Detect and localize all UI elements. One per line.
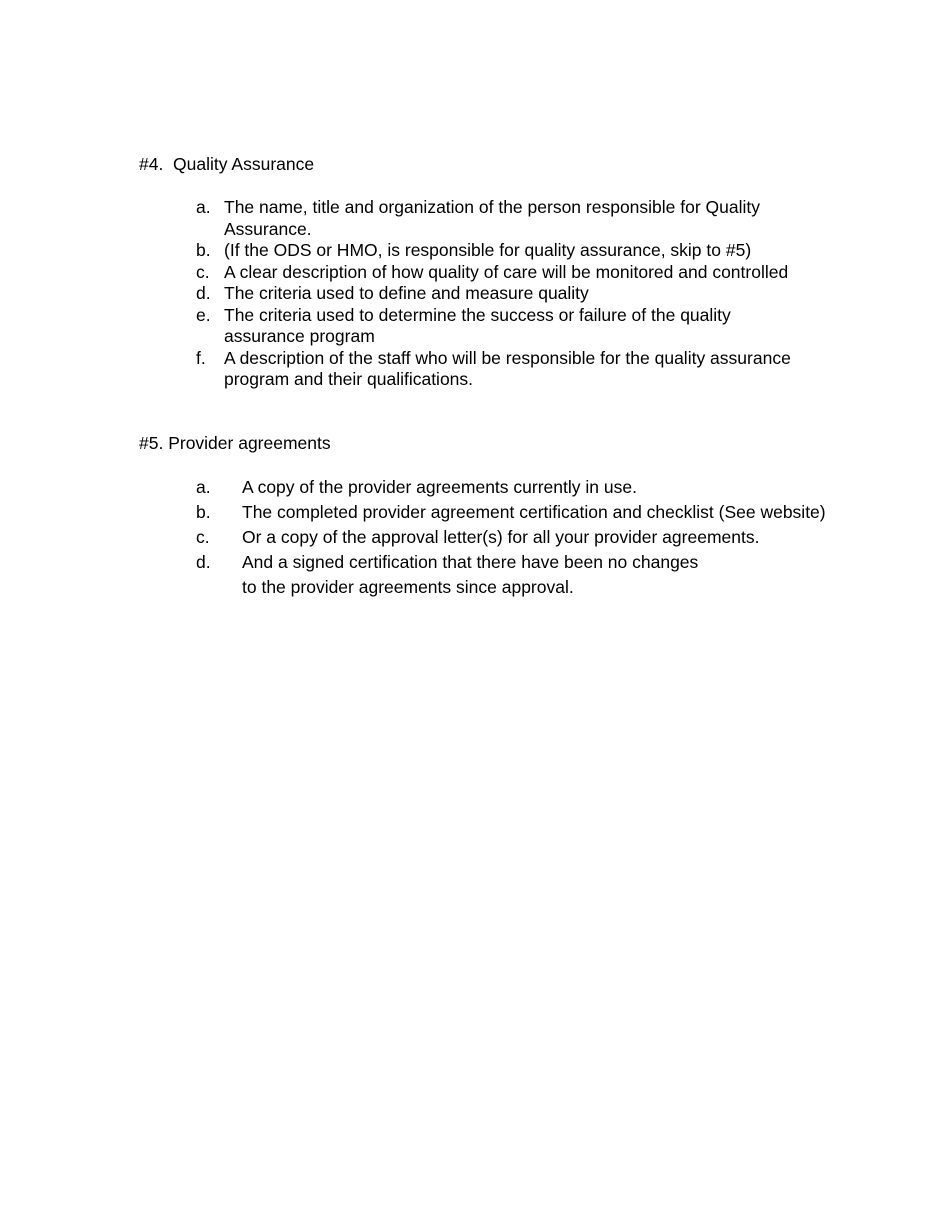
list-item bbox=[0, 305, 804, 348]
list-marker: d. bbox=[196, 552, 211, 572]
list-item-text-line-2: to the provider agreements since approval. bbox=[242, 577, 574, 597]
list-marker: d. bbox=[196, 283, 211, 303]
list-item-text: A description of the staff who will be responsible for the quality assurance program and their qualifications. bbox=[224, 347, 791, 389]
list-item-text: (If the ODS or HMO, is responsible for quality assurance, skip to #5) bbox=[224, 240, 752, 260]
list-marker: b. bbox=[196, 240, 211, 260]
list-item bbox=[0, 283, 804, 305]
provider-agreements-list bbox=[0, 475, 950, 600]
quality-assurance-list bbox=[0, 197, 950, 391]
section-heading-provider-agreements: #5. Provider agreements bbox=[139, 433, 331, 453]
list-marker: f. bbox=[196, 347, 206, 368]
list-item bbox=[0, 240, 804, 262]
list-item bbox=[0, 525, 882, 550]
list-item bbox=[0, 500, 882, 525]
list-item-text-line-1: And a signed certification that there have been no changes bbox=[242, 552, 699, 572]
list-item bbox=[0, 348, 804, 391]
list-item bbox=[0, 197, 804, 240]
list-item-text: The completed provider agreement certification and checklist (See website) bbox=[242, 502, 826, 522]
list-item bbox=[0, 550, 882, 600]
list-item-text: The criteria used to determine the success or failure of the quality assurance program bbox=[224, 304, 731, 346]
list-item-text: A copy of the provider agreements currently in use. bbox=[242, 477, 637, 497]
list-marker: a. bbox=[196, 477, 211, 497]
section-heading-quality-assurance: #4. Quality Assurance bbox=[139, 154, 315, 174]
list-marker: c. bbox=[196, 527, 210, 547]
list-marker: a. bbox=[196, 197, 211, 217]
list-marker: e. bbox=[196, 304, 211, 325]
list-item-text: The criteria used to define and measure quality bbox=[224, 283, 589, 303]
list-marker: c. bbox=[196, 261, 210, 282]
list-item-text: A clear description of how quality of care will be monitored and controlled bbox=[224, 261, 789, 282]
list-item bbox=[0, 475, 882, 500]
list-item-text: The name, title and organization of the person responsible for Quality Assurance. bbox=[224, 197, 761, 239]
list-marker: b. bbox=[196, 502, 211, 522]
list-item-text: Or a copy of the approval letter(s) for all your provider agreements. bbox=[242, 527, 760, 547]
list-item bbox=[0, 262, 804, 284]
